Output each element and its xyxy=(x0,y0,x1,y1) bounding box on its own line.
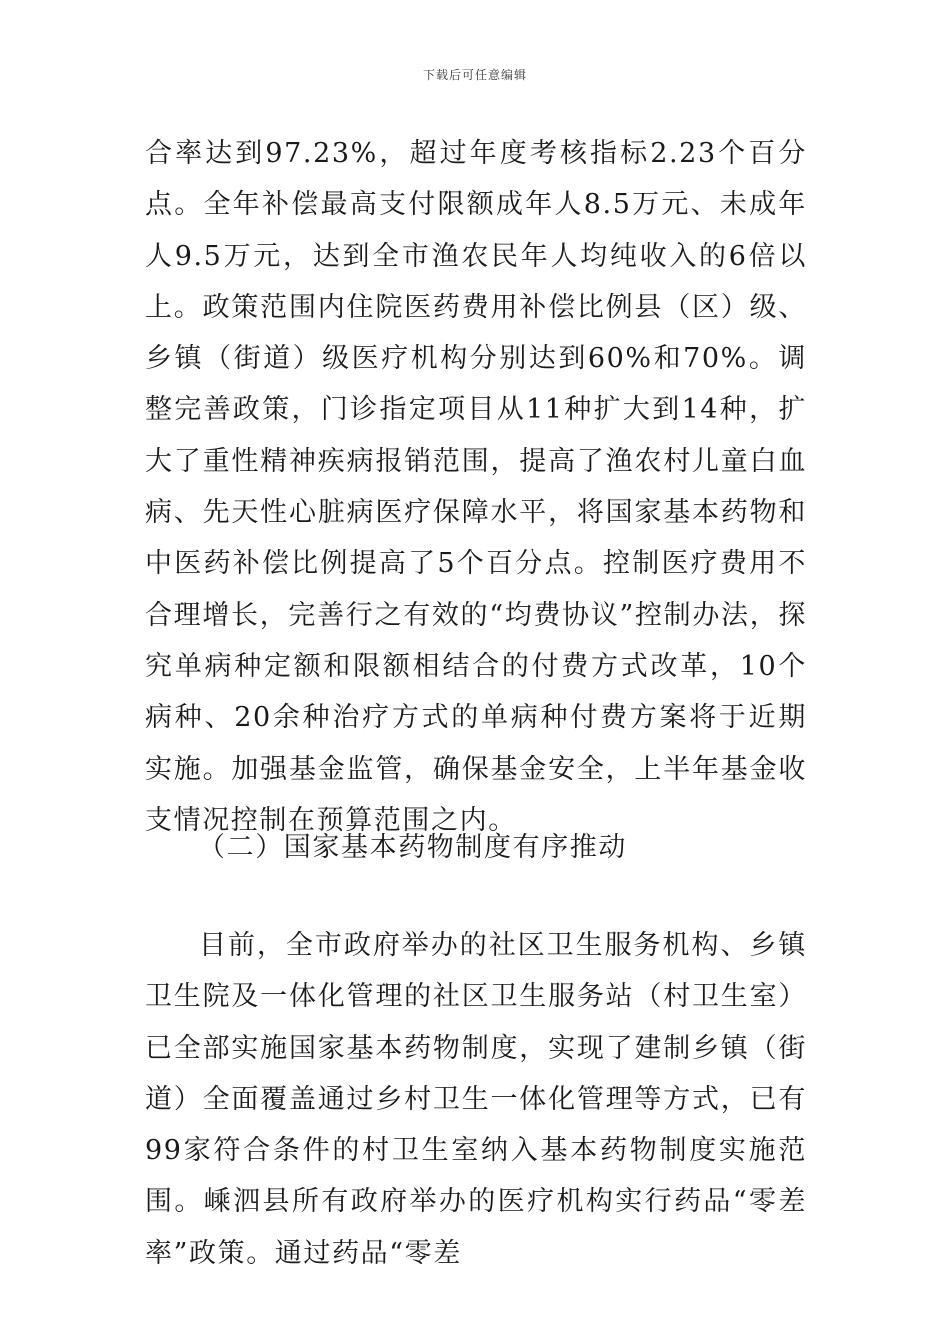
body-paragraph-2: 目前，全市政府举办的社区卫生服务机构、乡镇卫生院及一体化管理的社区卫生服务站（村卫生室）已全部实施国家基本药物制度，实现了建制乡镇（街道）全面覆盖通过乡村卫生一体化管理等方式，已有99家符合条件的村卫生室纳入基本药物制度实施范围。嵊泗县所有政府举办的医疗机构实行药品“零差率”政策。通过药品“零差 xyxy=(145,930,807,1269)
header-note: 下载后可任意编辑 xyxy=(422,68,527,82)
section-heading: （二）国家基本药物制度有序推动 xyxy=(198,832,627,863)
body-paragraph-1: 合率达到97.23%，超过年度考核指标2.23个百分点。全年补偿最高支付限额成年人8.5万元、未成年人9.5万元，达到全市渔农民年人均纯收入的6倍以上。政策范围内住院医药费用补偿比例县（区）级、乡镇（街道）级医疗机构分别达到60%和70%。调整完善政策，门诊指定项目从11种扩大到14种，扩大了重性精神疾病报销范围，提高了渔农村儿童白血病、先天性心脏病医疗保障水平，将国家基本药物和中医药补偿比例提高了5个百分点。控制医疗费用不合理增长，完善行之有效的“均费协议”控制办法，探究单病种定额和限额相结合的付费方式改革，10个病种、20余种治疗方式的单病种付费方案将于近期实施。加强基金监管，确保基金安全，上半年基金收支情况控制在预算范围之内。 xyxy=(145,138,807,836)
